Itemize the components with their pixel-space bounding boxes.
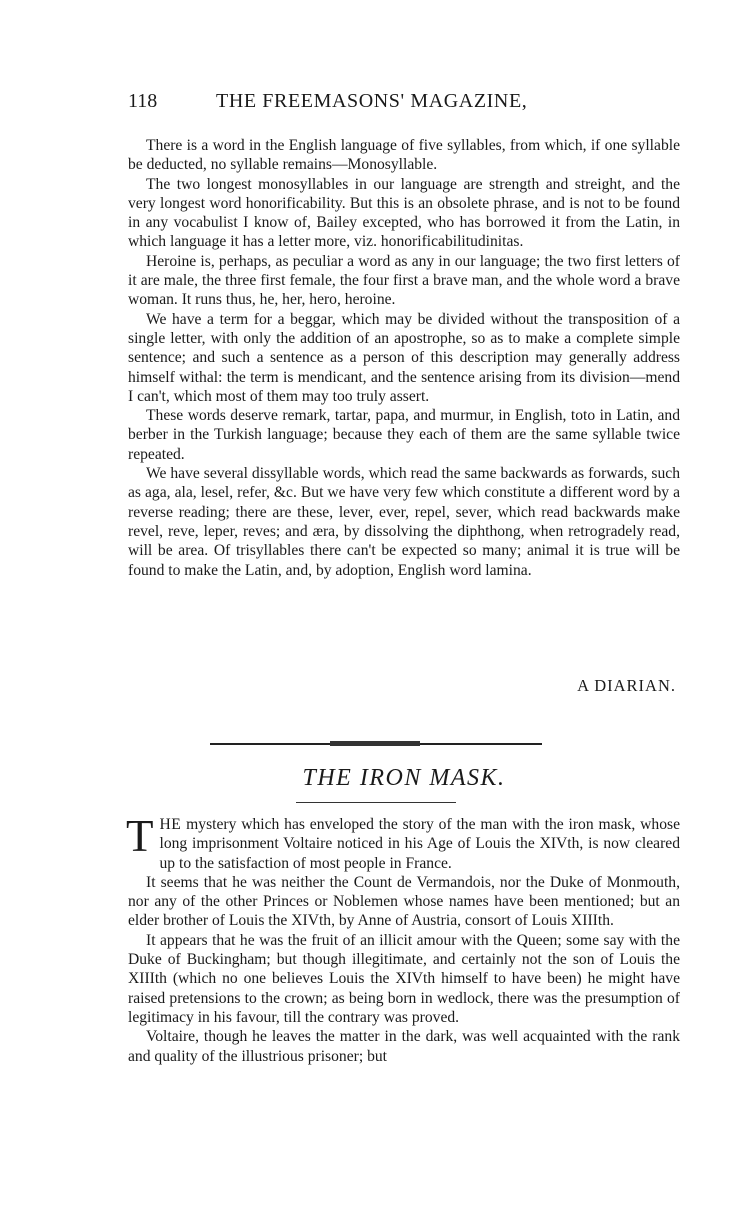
title-underline [296, 802, 456, 803]
article-body [126, 811, 680, 1066]
essay-body [128, 136, 680, 580]
essay-paragraph: Heroine is, perhaps, as peculiar a word as any in our language; the two first letters of it are male, the three first female, the four first a brave man, and the whole word a brave woman. It runs thus, he, her, hero, heroine. [128, 252, 680, 309]
article-paragraph-first [126, 811, 680, 873]
essay-paragraph: We have several dissyllable words, which read the same backwards as forwards, such as aga, ala, lesel, refer, &c. But we have very few which constitute a different word by a reverse reading; there are these, lever, ever, repel, sever, which read backwards make revel, reve, leper, reves; and æra, by dissolving the diphthong, when retrogradely read, will be area. Of trisyllables there can't be expected so many; animal it is true will be found to make the Latin, and, by adoption, English word lamina. [128, 465, 680, 579]
essay-paragraph: We have a term for a beggar, which may be divided without the transposition of a single letter, with only the addition of an apostrophe, so as to make a complete simple sentence; and such a sentence as a person of this description may generally address himself withal: the term is mendicant, and the sentence arising from its division—mend I can't, which most of them may too truly assert. [128, 310, 680, 405]
essay-signature: A DIARIAN. [577, 676, 676, 695]
page-header [128, 90, 688, 113]
article-paragraph: It seems that he was neither the Count de Vermandois, nor the Duke of Monmouth, nor any of the other Princes or Noblemen whose names have been mentioned; but an elder brother of Louis the XIVth, by Anne of Austria, consort of Louis XIIIth. [128, 873, 680, 930]
essay-paragraph: The two longest monosyllables in our language are strength and streight, and the very longest word honorificability. But this is an obsolete phrase, and is not to be found in any vocabulist I know of, Bailey excepted, who has borrowed it from the Latin, in which language it has a letter more, viz. honorificabilitudinitas. [128, 175, 680, 251]
section-divider-ornament [330, 741, 420, 746]
article-paragraph: It appears that he was the fruit of an illicit amour with the Queen; some say with the Duke of Buckingham; but though illegitimate, and certainly not the son of Louis the XIIIth (which no one believes Louis the XIVth himself to have been) he might have raised pretensions to the crown; as being born in wedlock, there was the presumption of legitimacy in his favour, till the contrary was proved. [128, 931, 680, 1026]
running-title: THE FREEMASONS' MAGAZINE, [216, 90, 528, 112]
page-number: 118 [128, 90, 158, 112]
essay-paragraph: There is a word in the English language of five syllables, from which, if one syllable be deducted, no syllable remains—Monosyllable. [128, 137, 680, 174]
essay-paragraph: These words deserve remark, tartar, papa, and murmur, in English, toto in Latin, and berber in the Turkish language; because they each of them are the same syllable twice repeated. [128, 407, 680, 463]
first-word-rest: HE [159, 816, 182, 833]
article-paragraph: Voltaire, though he leaves the matter in the dark, was well acquainted with the rank and quality of the illustrious prisoner; but [128, 1028, 680, 1065]
drop-cap: T [126, 811, 154, 861]
article-title: THE IRON MASK. [302, 765, 506, 791]
article-paragraph-text: mystery which has enveloped the story of the man with the iron mask, whose long imprisonment Voltaire noticed in his Age of Louis the XIVth, is now cleared up to the satisfaction of most people in France. [159, 816, 680, 872]
